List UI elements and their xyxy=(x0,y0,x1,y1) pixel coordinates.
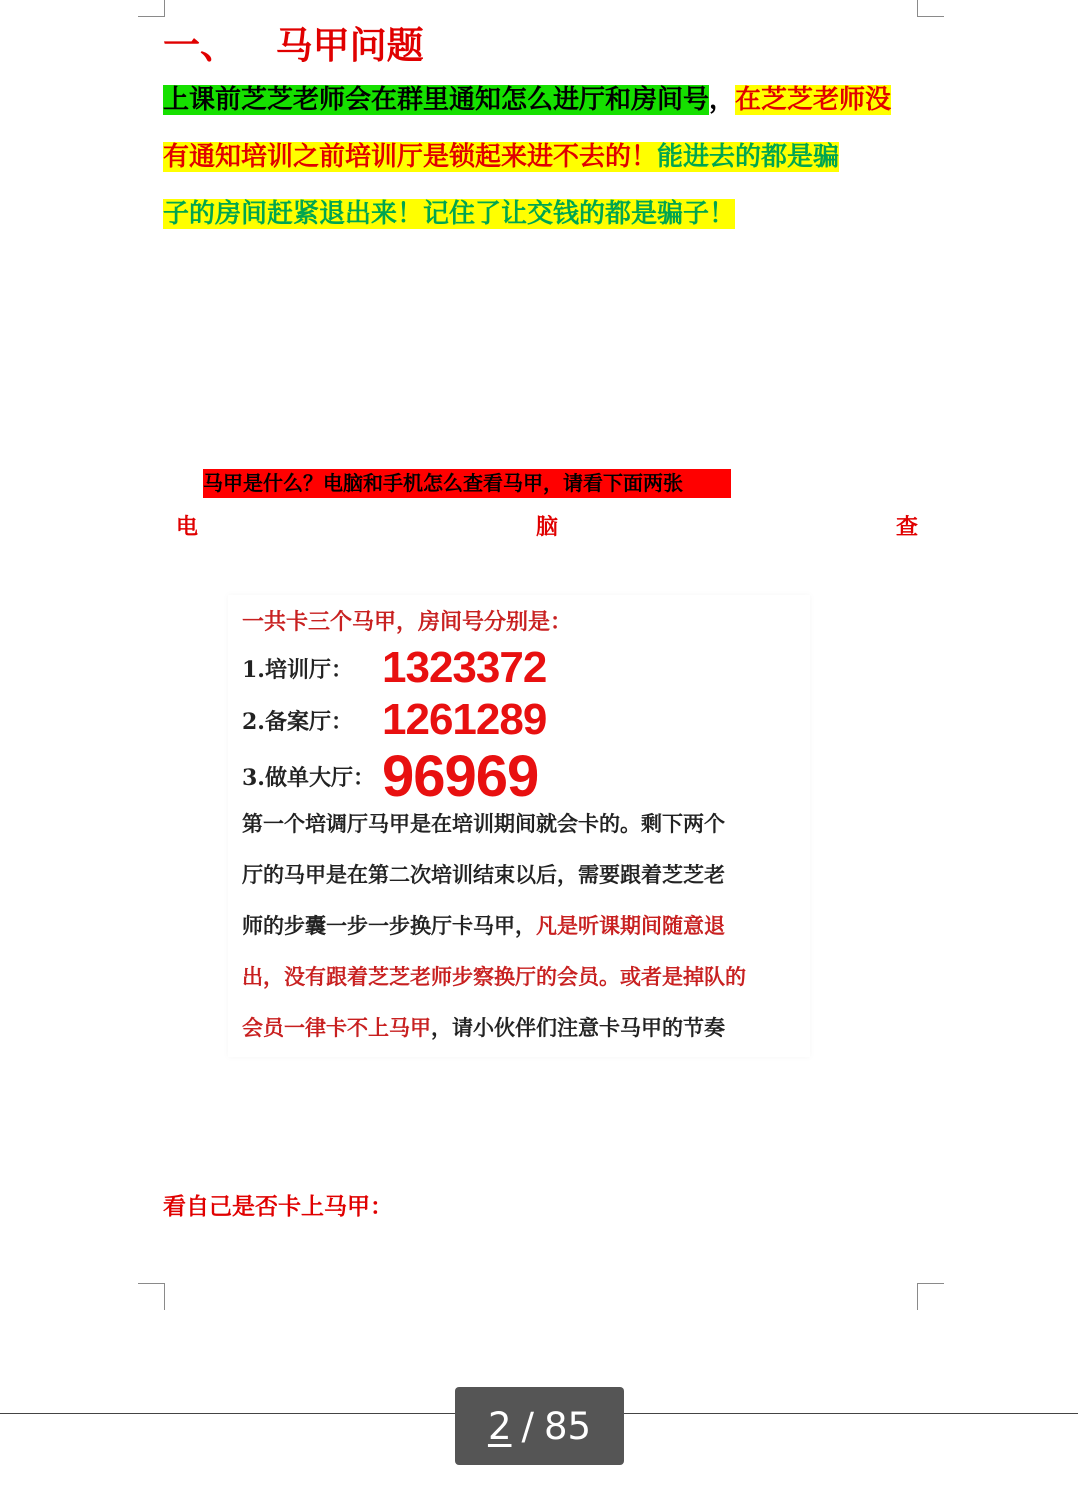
room-explanation-paragraph xyxy=(242,798,802,1053)
total-pages: 85 xyxy=(543,1404,592,1448)
crop-mark-top-right xyxy=(917,0,944,17)
room-row-training xyxy=(242,640,547,696)
paragraph-warning-text: 会员一律卡不上马甲 xyxy=(242,1015,431,1040)
notice-paragraph xyxy=(163,72,923,243)
notice-green-text-2: 子的房间赶紧退出来！记住了让交钱的都是骗子！ xyxy=(163,199,736,229)
room-label: 3.做单大厅： xyxy=(242,764,375,791)
notice-line-3 xyxy=(163,186,923,243)
crop-mark-top-left xyxy=(138,0,165,17)
notice-line-2 xyxy=(163,129,923,186)
paragraph-line: 厅的马甲是在第二次培训结束以后，需要跟着芝芝老 xyxy=(242,862,725,887)
notice-red-text-1: 在芝芝老师没 xyxy=(735,85,892,115)
spread-char: 电 xyxy=(176,515,199,540)
notice-comma: ， xyxy=(709,85,736,115)
notice-green-text-1: 能进去的都是骗 xyxy=(657,142,840,172)
notice-black-text: 上课前芝芝老师会在群里通知怎么进厅和房间号 xyxy=(163,85,710,115)
check-vest-caption: 看自己是否卡上马甲： xyxy=(163,1194,393,1220)
paragraph-line: 第一个培调厅马甲是在培训期间就会卡的。剩下两个 xyxy=(242,811,725,836)
room-number: 1261289 xyxy=(382,695,547,744)
notice-line-1 xyxy=(163,72,923,129)
notice-red-text-2: 有通知培训之前培训厅是锁起来进不去的！ xyxy=(163,142,658,172)
room-label: 2.备案厅： xyxy=(242,708,353,735)
room-row-filing xyxy=(242,692,547,748)
page-indicator[interactable] xyxy=(455,1387,624,1465)
paragraph-text: 师的步囊一步一步换厅卡马甲， xyxy=(242,913,536,938)
spread-char: 查 xyxy=(895,515,918,540)
current-page-number[interactable]: 2 xyxy=(487,1404,512,1448)
paragraph-text: ，请小伙伴们注意卡马甲的节奏 xyxy=(431,1015,725,1040)
room-label: 1.培训厅： xyxy=(242,656,353,683)
room-number: 96969 xyxy=(382,743,539,809)
paragraph-line: 出，没有跟着芝芝老师步察换厅的会员。或者是掉队的 xyxy=(242,964,746,989)
paragraph-line xyxy=(242,1002,802,1053)
room-number: 1323372 xyxy=(382,643,547,692)
crop-mark-bottom-left xyxy=(138,1283,165,1310)
justified-caption-line xyxy=(176,510,918,541)
spread-char: 脑 xyxy=(535,515,558,540)
page-separator: / xyxy=(521,1404,534,1448)
room-list-title: 一共卡三个马甲，房间号分别是： xyxy=(242,609,573,635)
red-highlight-caption: 马甲是什么？电脑和手机怎么查看马甲，请看下面两张 xyxy=(203,469,731,498)
paragraph-line xyxy=(242,900,802,951)
section-heading: 一、 马甲问题 xyxy=(163,24,424,67)
paragraph-warning-text: 凡是听课期间随意退 xyxy=(536,913,725,938)
crop-mark-bottom-right xyxy=(917,1283,944,1310)
